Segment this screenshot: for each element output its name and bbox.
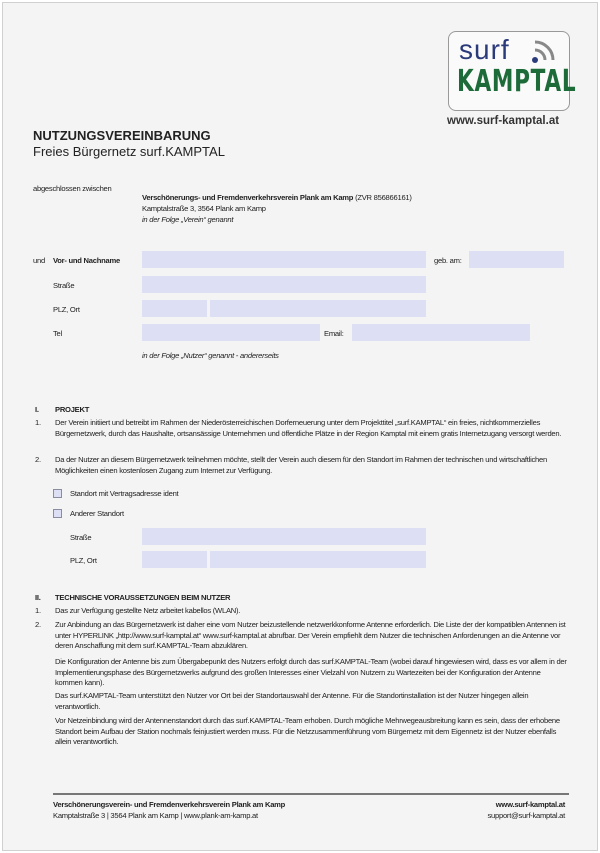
section1-number: I.	[35, 405, 39, 414]
logo-kamptal: KAMPTAL	[457, 64, 577, 99]
section2-item2-number: 2.	[35, 620, 41, 629]
email-field[interactable]	[352, 324, 530, 341]
page-title: NUTZUNGSVEREINBARUNG	[33, 128, 211, 143]
page-subtitle: Freies Bürgernetz surf.KAMPTAL	[33, 144, 225, 159]
footer-address: Kamptalstraße 3 | 3564 Plank am Kamp | www.plank-am-kamp.at	[53, 811, 258, 820]
section1-item2-number: 2.	[35, 455, 41, 464]
section2-item2-text: Zur Anbindung an das Bürgernetzwerk ist daher eine vom Nutzer beizustellende netzwerkkonforme Antenne erforderlich. Die Liste der der kompatiblen Antennen ist unter HYPERLINK „http://www.surf-kamptal.at“ www.surf-kamptal.at abrufbar. Der Verein empfiehlt dem Nutzer die technischen Anforderungen an die Antenne vor deren Anschaffung mit dem surf.KAMPTAL-Team abzuklären.	[55, 620, 566, 650]
verein-zvr: (ZVR 856866161)	[353, 193, 412, 202]
footer-divider	[53, 793, 569, 795]
verein-name: Verschönerungs- und Fremdenverkehrsverein Plank am Kamp	[142, 193, 354, 202]
street-label: Straße	[53, 281, 75, 290]
other-location-checkbox[interactable]	[53, 509, 62, 518]
section2-title: TECHNISCHE VORAUSSETZUNGEN BEIM NUTZER	[55, 593, 231, 602]
name-field[interactable]	[142, 251, 426, 268]
wifi-signal-icon	[531, 38, 561, 64]
street-field[interactable]	[142, 276, 426, 293]
verein-note: in der Folge „Verein“ genannt	[142, 215, 234, 224]
city-field[interactable]	[210, 300, 426, 317]
tel-field[interactable]	[142, 324, 320, 341]
surf-kamptal-logo	[448, 31, 577, 111]
logo-surf: surf	[459, 34, 510, 65]
section1-item1-number: 1.	[35, 418, 41, 427]
section2-paragraph-1: Die Konfiguration der Antenne bis zum Übergabepunkt des Nutzers erfolgt durch das surf.KAMPTAL-Team (wobei darauf hingewiesen wird, dass es vor allem in der Implementierungsphase des Bürgernetzwerks aufgrund des großen Interesses einer Vielzahl von Nutzern zu Wartezeiten bei der Konfiguration der Antenne kommen kann).	[55, 657, 567, 687]
location-zip-label: PLZ, Ort	[70, 556, 97, 565]
email-label: Email:	[324, 329, 344, 338]
section2-number: II.	[35, 593, 41, 602]
same-address-checkbox[interactable]	[53, 489, 62, 498]
tel-label: Tel	[53, 329, 62, 338]
zip-label: PLZ, Ort	[53, 305, 80, 314]
section2-paragraph-2: Das surf.KAMPTAL-Team unterstützt den Nutzer vor Ort bei der Standortauswahl der Antenne. Für die Standortinstallation ist der Nutzer hingegen allein verantwortlich.	[55, 691, 529, 711]
document-page	[2, 2, 598, 851]
other-location-label: Anderer Standort	[70, 509, 124, 518]
zip-field[interactable]	[142, 300, 207, 317]
location-street-label: Straße	[70, 533, 92, 542]
name-label: Vor- und Nachname	[53, 256, 120, 265]
intro-text: abgeschlossen zwischen	[33, 184, 112, 193]
footer-email[interactable]: support@surf-kamptal.at	[487, 811, 565, 820]
footer-org: Verschönerungsverein- und Fremdenverkehrsverein Plank am Kamp	[53, 800, 286, 809]
dob-field[interactable]	[469, 251, 564, 268]
und-label: und	[33, 256, 45, 265]
section1-item2-text: Da der Nutzer an diesem Bürgernetzwerk teilnehmen möchte, stellt der Verein auch diesem für den Standort im Rahmen der technischen und wirtschaftlichen Möglichkeiten einen kostenlosen Zugang zum Internet zur Verfügung.	[55, 455, 547, 475]
section2-paragraph-3: Vor Netzeinbindung wird der Antennenstandort durch das surf.KAMPTAL-Team erhoben. Durch mögliche Mehrwegeausbreitung kann es sein, dass der erhobene Standort beim Aufbau der Station nochmals feinjustiert werden muss. Für die Netzzusammenführung vom Bürgernetz mit dem Eigennetz ist der Nutzer ebenfalls allein verantwortlich.	[55, 716, 560, 746]
same-address-label: Standort mit Vertragsadresse ident	[70, 489, 179, 498]
location-city-field[interactable]	[210, 551, 426, 568]
footer-web[interactable]: www.surf-kamptal.at	[495, 800, 565, 809]
location-zip-field[interactable]	[142, 551, 207, 568]
logo-url[interactable]: www.surf-kamptal.at	[447, 115, 560, 127]
section1-title: PROJEKT	[55, 405, 90, 414]
verein-address: Kamptalstraße 3, 3564 Plank am Kamp	[142, 204, 266, 213]
section1-item1-text: Der Verein initiiert und betreibt im Rahmen der Niederösterreichischen Dorferneuerung unter dem Projekttitel „surf.KAMPTAL“ ein freies, nichtkommerzielles Bürgernetzwerk, durch das Haushalte, ortsansässige Unternehmen und öffentliche Plätze in der Region Kamptal mit einem gratis Internetzugang versorgt werden.	[55, 418, 562, 438]
dob-label: geb. am:	[434, 256, 462, 265]
section2-item1-text: Das zur Verfügung gestellte Netz arbeitet kabellos (WLAN).	[55, 606, 241, 615]
location-street-field[interactable]	[142, 528, 426, 545]
nutzer-note: in der Folge „Nutzer“ genannt - andererseits	[142, 351, 279, 360]
section2-item1-number: 1.	[35, 606, 41, 615]
